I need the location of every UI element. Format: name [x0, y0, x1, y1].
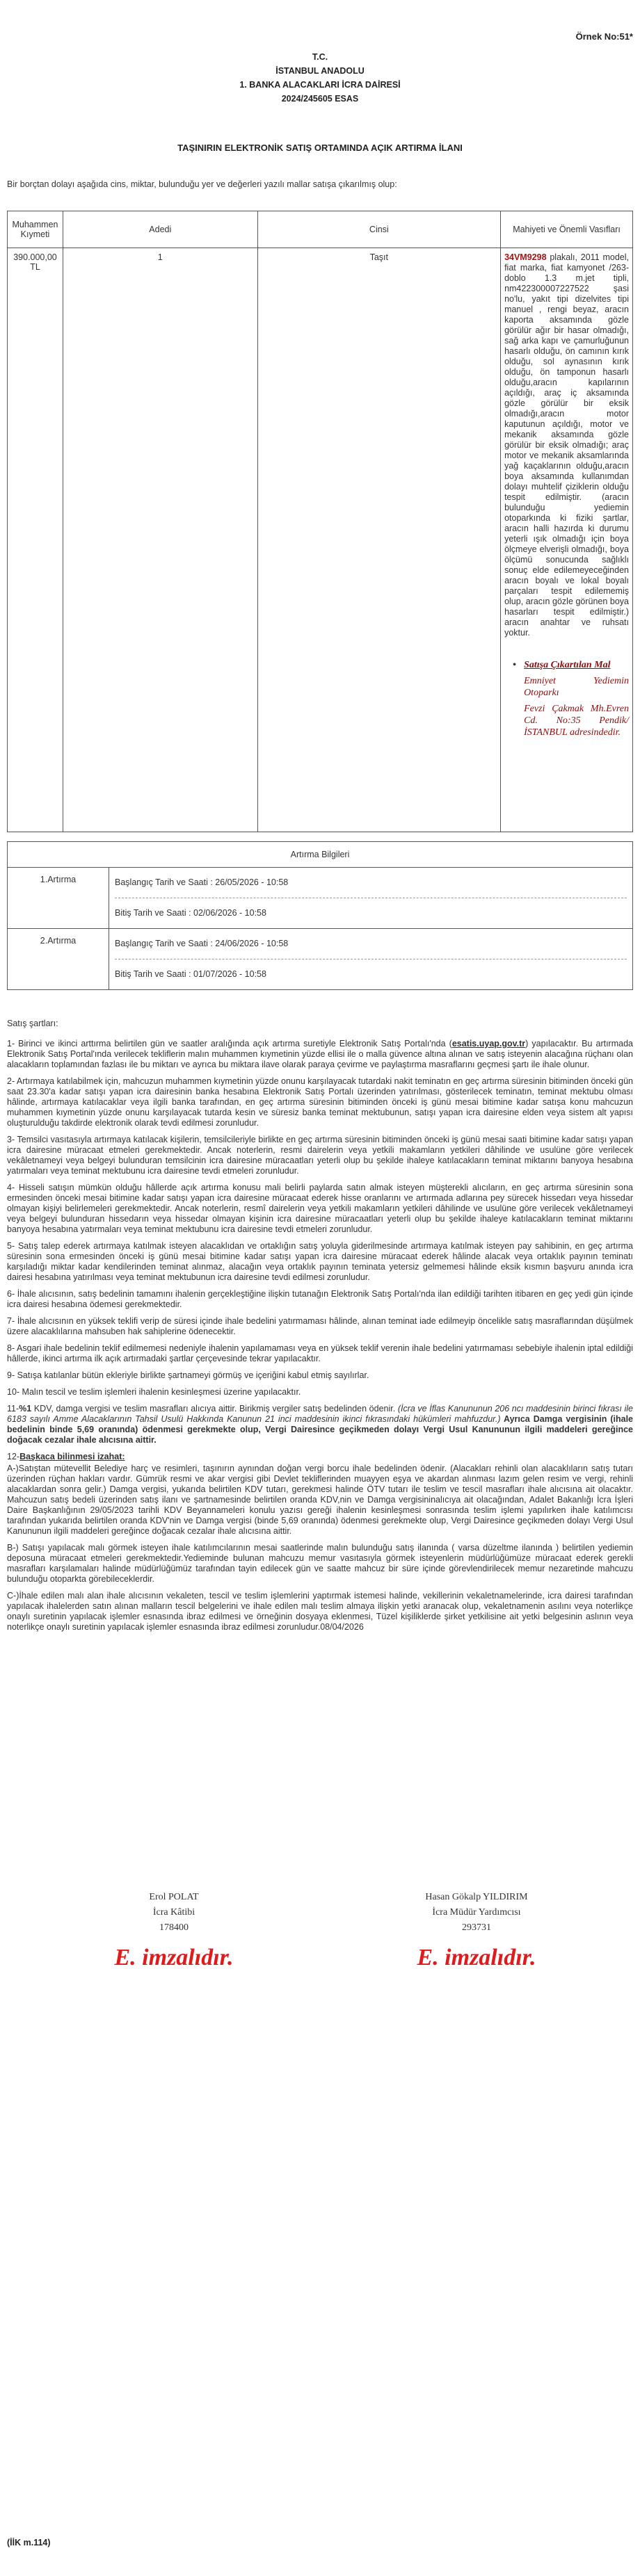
item-type: Taşıt	[257, 248, 500, 832]
signer-number: 293731	[462, 1922, 491, 1933]
seized-info	[504, 659, 629, 738]
term-6: 6- İhale alıcısının, satış bedelinin tamamını ihalenin gerçekleştiğine ilişkin tutanağın Elektronik Satış Portalı'nda ilan edildiği tarihten itibaren en geç yedi gün içinde icra dairesi hesabına ödemesi gerekmektedir.	[7, 1289, 633, 1309]
auction-end: Bitiş Tarih ve Saati : 01/07/2026 - 10:58	[115, 969, 266, 979]
esatis-link[interactable]: esatis.uyap.gov.tr	[451, 1039, 526, 1048]
term-11-text: KDV, damga vergisi ve teslim masrafları alıcıya aittir. Birikmiş vergiler satış bedelinden ödenir.	[31, 1404, 398, 1413]
auction-round-dates	[109, 868, 632, 928]
item-description-cell	[501, 248, 633, 832]
term-c: C-)İhale edilen malı alan ihale alıcısının vekaleten, tescil ve teslim işlemlerini yaptırmak istemesi halinde, vekillerinin vekaletnamelerinde, icra dairesi tarafından yapılacak ihalelerden satın alınan malların tescil belgelerini ve ihale edilen malı teslim almaya ilişkin yetki aranacak olup, vekaletnamenin asılını veya noterlikçe onaylı suretinin yapılacak işlemler esnasında ibraz edilmesi ve örneğinin dosyaya eklenmesi, Tüzel kişiliklerde şirket yetkilisine ait yetki belgesinin aslının veya noterlikçe onaylı suretinin yapılacak işlemler esnasında ibraz edilmesi zorunludur.08/04/2026	[7, 1591, 633, 1632]
item-value: 390.000,00 TL	[8, 248, 63, 832]
document-title: TAŞINIRIN ELEKTRONİK SATIŞ ORTAMINDA AÇIK ARTIRMA İLANI	[177, 143, 463, 153]
auction-round-2	[8, 928, 632, 989]
items-table	[7, 211, 633, 832]
term-11-rate: %1	[19, 1404, 32, 1413]
header-line-1: T.C.	[312, 52, 328, 62]
e-signature-stamp: E. imzalıdır.	[417, 1945, 536, 1970]
term-3: 3- Temsilci vasıtasıyla artırmaya katılacak kişilerin, temsilcileriyle birlikte en geç artırma süresinin bitiminden önceki iş günü mesai saati bitimine kadar satışı yapan icra dairesine müracaat etmeleri gerekmektedir. Ancak noterlerin, resmi dairelerin veya yetkili makamların yetkileri dâhilinde ve usulüne göre verilecek vekâletnameyi veya belgeyi bulunduran temsilcinin icra dairesine müracaatları yeterli olup bu şekilde ihaleye katılacakların teminat miktarını banyoya hesabına yatırmaları veya teminat mektubunu icra dairesine tevdi etmeleri zorunludur.	[7, 1135, 633, 1176]
auction-round-1	[8, 868, 632, 928]
term-11-bold: Ayrıca Damga vergisinin (ihale bedelinin binde 5,69 oranında) ödenmesi gerekmekte olup, Vergi Dairesince geçikmeden dolayı Vergi Usul Kanununun ilgili maddeleri gereğince doğacak cezalar ihale alıcısına aittir.	[7, 1414, 634, 1445]
auction-end: Bitiş Tarih ve Saati : 02/06/2026 - 10:58	[115, 908, 266, 918]
signature-block-director	[372, 1890, 581, 1972]
auction-round-dates	[109, 929, 632, 989]
table-row	[8, 248, 633, 832]
signer-title: İcra Müdür Yardımcısı	[432, 1907, 521, 1918]
term-8: 8- Asgari ihale bedelinin teklif edilmemesi nedeniyle ihalenin yapılamaması veya en yüksek teklif verenin ihale bedelini yatırmaması sebebiyle ihalenin iptal edildiği hâllerde, ikinci artırma ilk açık artırmadaki şartlar çerçevesinde tekrar yapılacaktır.	[7, 1343, 633, 1363]
intro-text: Bir borçtan dolayı aşağıda cins, miktar, bulunduğu yer ve değerleri yazılı mallar satışa çıkarılmış olup:	[7, 179, 397, 189]
signature-block-clerk	[70, 1890, 278, 1972]
col-header-description: Mahiyeti ve Önemli Vasıfları	[501, 211, 633, 248]
term-b: B-) Satışı yapılacak malı görmek isteyen ihale katılımcılarının mesai saatlerinde malın bulunduğu satış ilanında ( varsa düzeltme ilanında ) belirtilen yediemin deposuna müracaat etmeleri gerekmektedir.Yedieminde bulunan mahcuzu memur vasıtasıyla görmek isteyenlerin müdürlüğümüze müracaat ederek gerekli masrafları karşılamaları halinde müdürlüğümüz tarafından tayin edilecek gün ve saatte mahcuz bir süre içinde görevlendirilecek memur nezaretinde mahcuzu bulunduğu otoparkta görebileceklerdir.	[7, 1543, 633, 1584]
item-plate: 34VM9298	[504, 252, 547, 262]
term-4: 4- Hisseli satışın mümkün olduğu hâllerde açık artırma konusu mali belirli paylarda satın almak isteyen müşterekli alıcıların, en geç artırma süresinin sona ermesinden önceki mesai bitimine kadar satışı yapan icra dairesine müracaat ederek hisse oranlarını ve artırmada adlarına pey sürecek hissedarı veya hissedar olmayan kişiyi belirlemeleri gerekmektedir. Ancak noterlerin, resmî dairelerin veya yetkili makamların yetkileri dâhilinde ve usulüne göre verilecek vekâletnameyi veya belgeyi bulunduran hissedarın veya hissedar olmayan kişinin icra dairesine müracaatları yeterli olup bu şekilde ihaleye katılacakların teminat miktarını banyoya hesabına yatırmaları veya teminat mektubunu icra dairesine tevdi etmeleri zorunludur.	[7, 1183, 633, 1234]
term-12-number: 12-	[7, 1452, 20, 1461]
term-2: 2- Artırmaya katılabilmek için, mahcuzun muhammen kıymetinin yüzde onunu karşılayacak tutardaki nakit teminatın en geç artırma süresinin bitiminden önceki gün saat 23.30'a kadar satışı yapan icra dairesinin banka hesabına Elektronik Satış Portalı üzerinden yatırılması, gösterilecek teminatın, teminat mektubu olması hâlinde, artırmaya katılacaklar veya ilgili banka tarafından, en geç artırma süresinin bitiminden önceki iş günü mesai bitimine kadar satışa konu mahcuzun muhammen kıymetinin yüzde onunu karşılayacak tutarda kesin ve süresiz banka teminat mektubunun, satışı yapan icra dairesine elden veya sistem alt yapısı oluşturulduğu takdirde elektronik olarak tevdi edilmesi zorunludur.	[7, 1076, 633, 1128]
header-line-2: İSTANBUL ANADOLU	[275, 66, 365, 76]
signer-name: Erol POLAT	[149, 1892, 199, 1902]
signer-number: 178400	[159, 1922, 189, 1933]
term-11-number: 11-	[7, 1404, 19, 1413]
form-number: Örnek No:51*	[575, 31, 633, 42]
header-line-4: 2024/245605 ESAS	[281, 94, 359, 104]
col-header-value: Muhammen Kıymeti	[8, 211, 63, 248]
auction-start: Başlangıç Tarih ve Saati : 26/05/2026 - 10:58	[115, 868, 627, 898]
auction-info-table	[7, 841, 633, 990]
term-1-text-b: ) yapılacaktır. Bu artırmada Elektronik Satış Portal'ında verilecek tekliflerin malın muhammen kıymetinin yüzde ellisi ile o malla güvence altına alınan ve satış isteyenin alacağına rüçhanı olan alacakların toplamından fazlası ile bu miktarı ve ayrıca bu miktara ilave olarak paraya çevirme ve paylaştırma masraflarını geçmesi şartı ile ihale olunur.	[7, 1039, 633, 1069]
seized-line-2: Fevzi Çakmak Mh.Evren Cd. No:35 Pendik/ İSTANBUL adresindedir.	[524, 704, 629, 738]
term-12	[7, 1452, 633, 1462]
terms-title: Satış şartları:	[7, 1019, 58, 1028]
item-quantity: 1	[63, 248, 257, 832]
term-11	[7, 1404, 633, 1445]
seized-title: • Satışa Çıkartılan Mal	[524, 659, 629, 671]
term-11-italic: (İcra ve İflas Kanununun 206 ncı maddesinin birinci fıkrası ile 6183 sayılı Amme Alacaklarının Tahsil Usulü Hakkında Kanunun 21 inci maddesinin ikinci fıkrasındaki hükümleri mahfuzdur.)	[7, 1404, 634, 1424]
col-header-quantity: Adedi	[63, 211, 257, 248]
auction-title: Artırma Bilgileri	[8, 842, 632, 868]
col-header-type: Cinsi	[257, 211, 500, 248]
term-7: 7- İhale alıcısının en yüksek teklifi verip de süresi içinde ihale bedelini yatırmaması hâlinde, alınan teminat iade edilmeyip öncelikle satış masraflarından düşülmek üzere alacaklılarına mahsuben hak sahiplerine ödenecektir.	[7, 1316, 633, 1336]
signer-name: Hasan Gökalp YILDIRIM	[425, 1892, 528, 1902]
item-description: plakalı, 2011 model, fiat marka, fiat kamyonet /263-doblo 1.3 m.jet tipli, nm422300007227522 şasi no'lu, yakıt tipi dizelvites tipi manuel , rengi beyaz, aracın kaporta aksamında gözle görülür ağır bir hasar olmadığı, sağ arka kapı ve çamurluğunun hasarlı olduğu, ön camının kırık olduğu, sol aynasının kırık olduğu, ön tamponun hasarlı olduğu,aracın kapılarının açıldığı, araç iç aksamında gözle görülür bir eksik olmadığı,aracın motor kaputunun açıldığı, motor ve mekanik aksamında gözle görülür bir eksik olmadığı; araç motor ve mekanik aksamlarında yağ kaçaklarının olduğu,aracın boya aksamında kullanımdan dolayı muhtelif çiziklerin olduğu tespit edilmiştir. (aracın bulunduğu yediemin otoparkında ki fiziki şartlar, aracın halli hazırda ki durumu yeterli ışık olmadığı için boya ölçmeye elverişli olmadığı, boya ölçümü sonucunda sağlıklı sonuç elde edilemeyeceğinden aracın boyalı ve lokal boyalı parçaları tespit edilememiş olup, aracın gözle görünen boya hasarları tespit edilmiştir.) aracın anahtar ve ruhsatı yoktur.	[504, 252, 629, 638]
auction-round-label: 1.Artırma	[8, 868, 109, 928]
term-9: 9- Satışa katılanlar bütün ekleriyle birlikte şartnameyi görmüş ve içeriğini kabul etmiş sayılırlar.	[7, 1370, 369, 1380]
sale-terms	[7, 1019, 633, 1639]
auction-start: Başlangıç Tarih ve Saati : 24/06/2026 - 10:58	[115, 929, 627, 959]
e-signature-stamp: E. imzalıdır.	[114, 1945, 234, 1970]
term-1-text-a: 1- Birinci ve ikinci arttırma belirtilen gün ve saatler aralığında açık artırma suretiyle Elektronik Satış Portalı'nda (	[7, 1039, 452, 1048]
document-header	[0, 50, 640, 106]
header-line-3: 1. BANKA ALACAKLARI İCRA DAİRESİ	[239, 80, 401, 90]
law-reference: (İİK m.114)	[7, 2538, 51, 2547]
term-a: A-)Satıştan mütevellit Belediye harç ve resimleri, taşınırın aynından doğan vergi borcu ihale bedelinden ödenir. (Alacakları rehinli olan alacaklıların satış tutarı üzerinden rüçhan hakları vardır. Gümrük resmi ve akar vergisi gibi Devlet tekliflerinden muayyen eşya ve akardan alınması lazım gelen resim ve vergi, rehinli alacaklardan sonra gelir.) Damga vergisi, yukarıda belirtilen KDV tutarı, gerekmesi halinde ÖTV tutarı ile teslim ve tescil masrafları ihale alıcısına ait olacaktır. Mahcuzun satış bedeli üzerinden satış ilanı ve şartnamesinde belirtilen oranda KDV,nin ve Damga vergisininalıcıya ait olacağından, Adalet Bakanlığı İcra İşleri Daire Başkanlığının 29/05/2023 tarihli KDV Beyannameleri konulu yazısı gereği ihalenin kesinleşmesi sonrasında teslim işlemi yapılırken ihale katılımcısı tarafından yukarıda belirtilen oranda KDV'nin ve Damga vergisi (binde 5,69 oranında) ödenmesi gerekmekte olup, Vergi Dairesince geçikmeden dolayı Vergi Usul Kanununun ilgili maddeleri gereğince doğacak cezalar ihale alıcısına aittir.	[7, 1464, 633, 1536]
term-5: 5- Satış talep ederek artırmaya katılmak isteyen alacaklıdan ve ortaklığın satış yoluyla giderilmesinde artırmaya katılmak isteyen pay sahibinin, en geç artırma süresinin sona ermesinden önceki iş günü mesai bitimine kadar satışı yapan icra dairesine müracaat ederek hâlinde alacak veya ortaklık payının teminatı karşıladığı miktar kadar kendilerinden teminat alınmaz, alacağın veya ortaklık payının teminata yetersiz gelmemesi hâlinde eksik kısmın başvuru anında icra dairesi hesabına yatırılması veya teminat mektubunun icra dairesine tevdi edilmesi zorunludur.	[7, 1241, 633, 1282]
signer-title: İcra Kâtibi	[152, 1907, 195, 1918]
items-header-row	[8, 211, 633, 248]
term-12-title: Başkaca bilinmesi izahat:	[19, 1452, 125, 1461]
term-10: 10- Malın tescil ve teslim işlemleri ihalenin kesinleşmesi üzerine yapılacaktır.	[7, 1387, 301, 1397]
auction-round-label: 2.Artırma	[8, 929, 109, 989]
seized-line-1: Emniyet Yediemin Otoparkı	[524, 676, 629, 698]
term-1	[7, 1039, 633, 1070]
